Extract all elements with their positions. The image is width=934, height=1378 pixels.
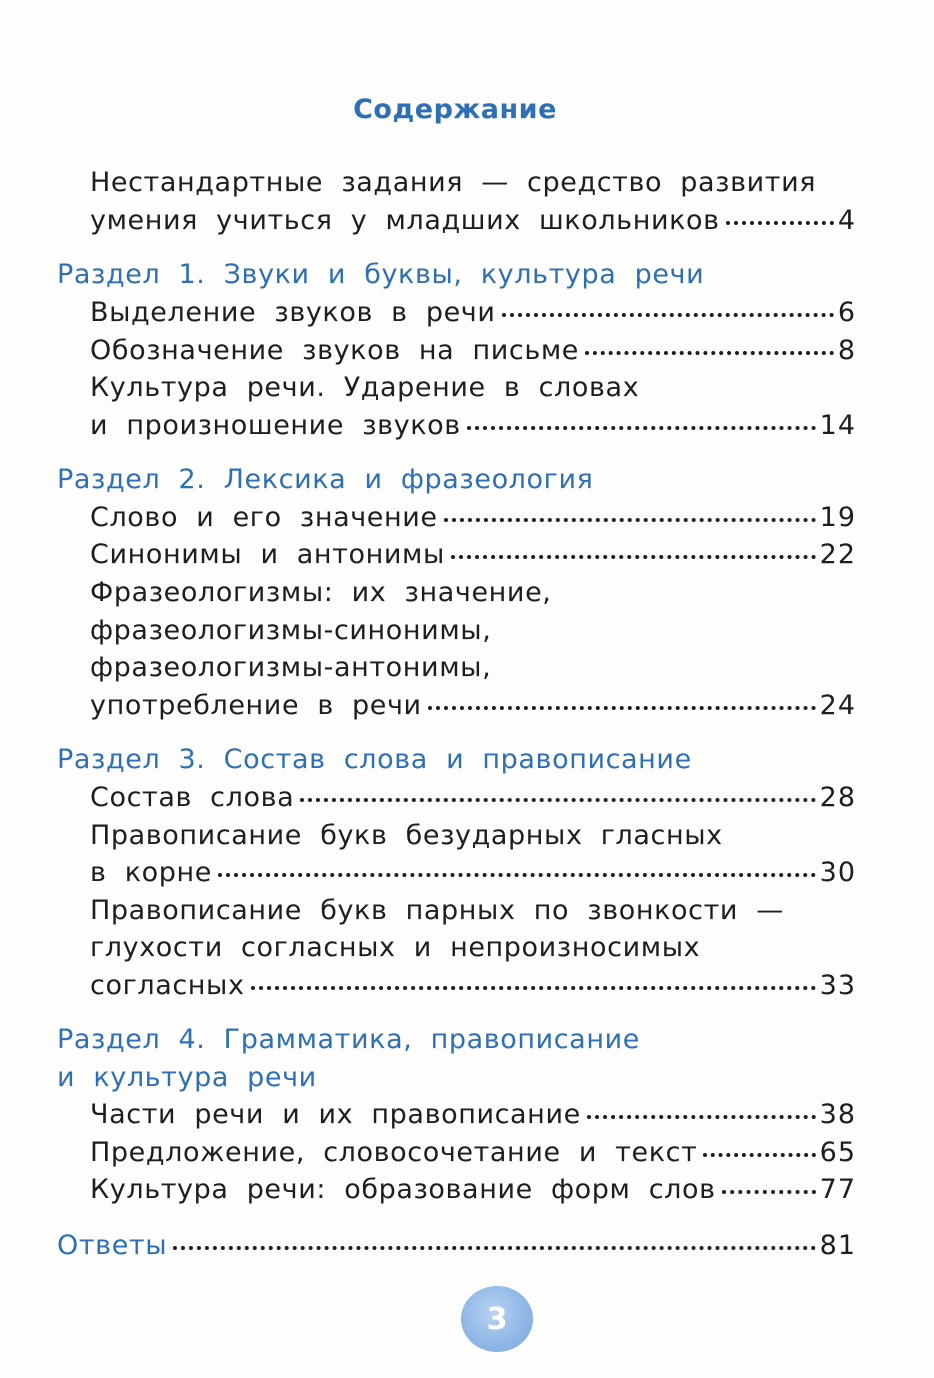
toc-page-number: 14	[819, 410, 856, 441]
toc-entry-text: Состав слова	[90, 782, 295, 813]
dot-leader	[726, 221, 834, 225]
section-heading-text: Раздел 3. Состав слова и правописание	[57, 744, 692, 775]
page-number-badge	[461, 1286, 533, 1352]
dot-leader	[585, 351, 834, 355]
toc-intro-line-1	[90, 164, 856, 202]
toc-entry-text: Синонимы и антонимы	[90, 539, 445, 570]
toc-entry-line	[90, 649, 856, 687]
toc-entry	[90, 779, 856, 817]
toc-page-number: 19	[819, 502, 856, 533]
toc-section-1-heading	[57, 256, 856, 294]
toc-entry-text: Предложение, словосочетание и текст	[90, 1137, 698, 1168]
dot-leader	[451, 555, 816, 559]
toc-section-4-heading	[57, 1021, 856, 1059]
toc-entry-text: умения учиться у младших школьников	[90, 205, 720, 236]
dot-leader	[703, 1153, 815, 1157]
toc-page-number: 28	[819, 782, 856, 813]
dot-leader	[722, 1190, 816, 1194]
toc-entry	[90, 407, 856, 445]
toc-entry-text: употребление в речи	[90, 690, 422, 721]
toc-page-number: 6	[837, 297, 856, 328]
toc-entry-line	[90, 892, 856, 930]
toc-entry-text: Правописание букв безударных гласных	[90, 820, 723, 851]
section-heading-text: Раздел 1. Звуки и буквы, культура речи	[57, 259, 705, 290]
toc-page-number: 77	[819, 1174, 856, 1205]
toc-entry-text: фразеологизмы-антонимы,	[90, 652, 492, 683]
toc-entry	[90, 854, 856, 892]
toc-entry	[90, 1171, 856, 1209]
answers-label: Ответы	[57, 1230, 168, 1261]
dot-leader	[300, 798, 815, 802]
toc-page-number: 24	[819, 690, 856, 721]
toc-entry	[90, 967, 856, 1005]
section-heading-text: и культура речи	[57, 1062, 317, 1093]
dot-leader	[587, 1115, 816, 1119]
section-heading-text: Раздел 2. Лексика и фразеология	[57, 464, 594, 495]
toc-entry	[90, 499, 856, 537]
toc-entry	[90, 1134, 856, 1172]
toc-section-4-heading-line-2	[57, 1059, 856, 1097]
dot-leader	[218, 873, 816, 877]
toc-entry-text: и произношение звуков	[90, 410, 461, 441]
toc-page-number: 4	[837, 205, 856, 236]
toc-entry-text: в корне	[90, 857, 212, 888]
dot-leader	[173, 1246, 815, 1250]
page-title: Содержание	[353, 94, 557, 125]
dot-leader	[444, 518, 816, 522]
toc-entry-text: Правописание букв парных по звонкости —	[90, 895, 784, 926]
toc-answers	[57, 1227, 856, 1265]
toc-page-number: 8	[837, 335, 856, 366]
toc-page-number: 38	[819, 1099, 856, 1130]
toc-entry	[90, 687, 856, 725]
toc-entry-text: Части речи и их правописание	[90, 1099, 581, 1130]
toc-entry-text: Культура речи: образование форм слов	[90, 1174, 716, 1205]
toc-entry-text: Выделение звуков в речи	[90, 297, 496, 328]
toc-section-3-heading	[57, 741, 856, 779]
toc-entry-line	[90, 574, 856, 612]
dot-leader	[467, 426, 816, 430]
dot-leader	[428, 706, 816, 710]
toc-page-number: 81	[819, 1230, 856, 1261]
section-heading-text: Раздел 4. Грамматика, правописание	[57, 1024, 640, 1055]
dot-leader	[251, 986, 816, 990]
toc-page-number: 30	[819, 857, 856, 888]
toc-entry-text: согласных	[90, 970, 245, 1001]
toc-entry-text: Нестандартные задания — средство развития	[90, 167, 817, 198]
toc-entry	[90, 1096, 856, 1134]
toc-entry-text: Обозначение звуков на письме	[90, 335, 580, 366]
toc-section-2-heading	[57, 461, 856, 499]
toc-entry-line	[90, 369, 856, 407]
toc-entry-line	[90, 929, 856, 967]
toc-entry-line	[90, 612, 856, 650]
toc-entry-text: фразеологизмы-синонимы,	[90, 615, 492, 646]
toc-entry-text: глухости согласных и непроизносимых	[90, 932, 701, 963]
toc-entry-text: Слово и его значение	[90, 502, 438, 533]
page-number: 3	[486, 1301, 508, 1337]
toc-intro-line-2	[90, 202, 856, 240]
toc-entry-line	[90, 817, 856, 855]
toc-entry	[90, 536, 856, 574]
toc-page-number: 22	[819, 539, 856, 570]
dot-leader	[502, 313, 834, 317]
toc-entry	[90, 294, 856, 332]
toc-entry-text: Культура речи. Ударение в словах	[90, 372, 640, 403]
toc-page-number: 65	[819, 1137, 856, 1168]
toc-entry	[90, 332, 856, 370]
toc-page-number: 33	[819, 970, 856, 1001]
toc-entry-text: Фразеологизмы: их значение,	[90, 577, 552, 608]
